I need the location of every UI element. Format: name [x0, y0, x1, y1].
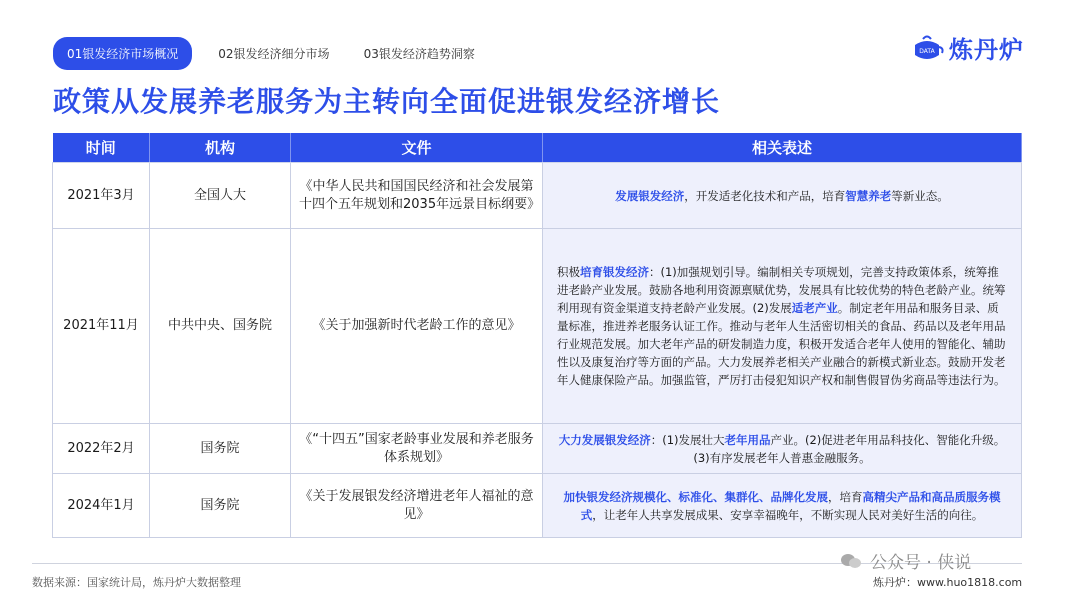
cell-time: 2021年11月: [53, 229, 150, 424]
table-row: [53, 229, 1022, 424]
cell-org: 国务院: [150, 474, 291, 538]
highlight-text: 老年用品: [724, 432, 771, 447]
cell-desc: [543, 424, 1022, 474]
table-header-row: [53, 133, 1022, 163]
watermark: [840, 548, 971, 573]
tab-market-overview[interactable]: 01银发经济市场概况: [53, 37, 192, 70]
highlight-text: 高精尖产品和高品质服务模式: [580, 489, 1001, 522]
page-title: 政策从发展养老服务为主转向全面促进银发经济增长: [53, 85, 721, 118]
desc-text: ，开发适老化技术和产品，培育: [684, 188, 846, 203]
cell-org: 全国人大: [150, 163, 291, 229]
cell-doc: 《中华人民共和国国民经济和社会发展第十四个五年规划和2035年远景目标纲要》: [291, 163, 543, 229]
cell-time: 2021年3月: [53, 163, 150, 229]
desc-text: ：(1)加强规划引导。编制相关专项规划，完善支持政策体系，统筹推进老龄产业发展。鼓励各地利用资源禀赋优势，发展具有比较优势的特色老龄产业。统筹利用现有资金渠道支持老龄产业发展。(2)发展: [557, 265, 1006, 315]
wechat-icon: [840, 553, 862, 569]
highlight-text: 加快银发经济规模化、标准化、集群化、品牌化发展: [563, 489, 828, 504]
logo-badge-text: DATA: [919, 47, 935, 55]
cell-doc: 《“十四五”国家老龄事业发展和养老服务体系规划》: [291, 424, 543, 474]
highlight-text: 大力发展银发经济: [558, 432, 651, 447]
logo-name: 炼丹炉: [949, 36, 1024, 64]
cell-doc: 《关于加强新时代老龄工作的意见》: [291, 229, 543, 424]
header-doc: 文件: [291, 133, 543, 163]
cell-doc: 《关于发展银发经济增进老年人福祉的意见》: [291, 474, 543, 538]
tab-trend-insight[interactable]: 03银发经济趋势洞察: [363, 47, 475, 61]
cell-time: 2022年2月: [53, 424, 150, 474]
desc-text: 等新业态。: [891, 188, 949, 203]
desc-text: 积极: [557, 265, 580, 279]
cell-org: 国务院: [150, 424, 291, 474]
highlight-text: 发展银发经济: [615, 188, 685, 203]
brand-logo: [909, 30, 1024, 65]
cell-time: 2024年1月: [53, 474, 150, 538]
desc-text: 。制定老年用品和服务目录、质量标准，推进养老服务认证工作。推动与老年人生活密切相关的食品、药品以及老年用品行业规范发展。加大老年产品的研发制造力度，积极开发适合老年人使用的智能化、辅助性以及康复治疗等方面的产品。大力发展养老相关产业融合的新模式新业态。鼓励开发老年人健康保险产品。加强监管，严厉打击侵犯知识产权和制售假冒伪劣商品等违法行为。: [557, 301, 1006, 387]
cell-desc: [543, 229, 1022, 424]
desc-text: 产业。(2)促进老年用品科技化、智能化升级。(3)有序发展老年人普惠金融服务。: [693, 432, 1006, 465]
table-row: [53, 474, 1022, 538]
top-nav: [53, 37, 509, 70]
teapot-logo-icon: [909, 33, 945, 63]
header-org: 机构: [150, 133, 291, 163]
header-desc: 相关表述: [543, 133, 1022, 163]
website-link[interactable]: 炼丹炉：www.huo1818.com: [873, 576, 1023, 589]
policy-table: [52, 133, 1022, 538]
cell-org: 中共中央、国务院: [150, 229, 291, 424]
desc-text: ：(1)发展壮大: [650, 432, 725, 447]
table-row: [53, 424, 1022, 474]
cell-desc: [543, 163, 1022, 229]
data-source: 数据来源：国家统计局，炼丹炉大数据整理: [32, 576, 241, 589]
highlight-text: 培育银发经济: [580, 265, 649, 279]
cell-desc: [543, 474, 1022, 538]
header-time: 时间: [53, 133, 150, 163]
highlight-text: 智慧养老: [845, 188, 892, 203]
desc-text: ，培育: [828, 489, 863, 504]
table-row: [53, 163, 1022, 229]
desc-text: ，让老年人共享发展成果、安享幸福晚年，不断实现人民对美好生活的向往。: [592, 507, 984, 522]
tab-segment-market[interactable]: 02银发经济细分市场: [218, 47, 330, 61]
highlight-text: 适老产业: [791, 301, 838, 315]
watermark-text: 公众号 · 侠说: [870, 553, 972, 573]
